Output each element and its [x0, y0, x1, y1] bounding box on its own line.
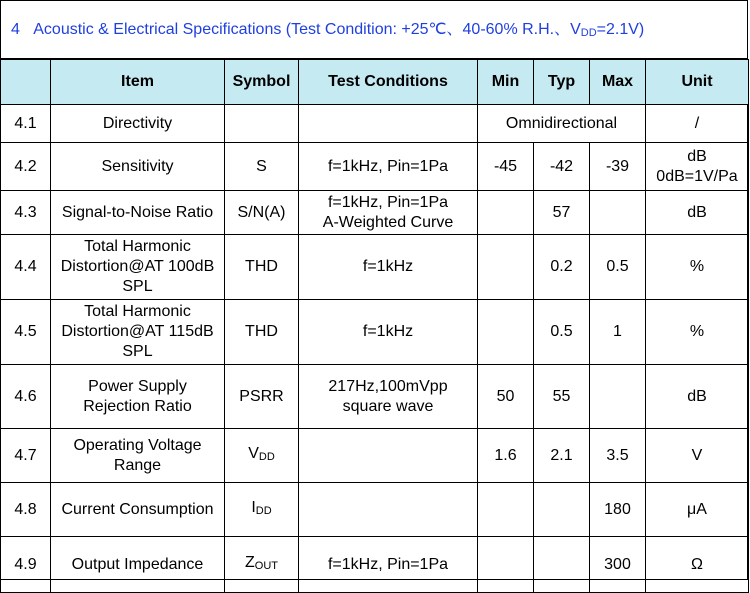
row-symbol: THD	[225, 300, 299, 365]
row-max	[590, 365, 646, 429]
row-typ: 55	[534, 365, 590, 429]
header-row	[1, 60, 749, 105]
symbol-main: V	[248, 445, 259, 462]
item-line1: Total Harmonic	[84, 238, 191, 255]
header-min: Min	[478, 60, 534, 105]
row-number: 4.2	[1, 143, 51, 191]
row-item	[51, 300, 225, 365]
row-symbol: PSRR	[225, 365, 299, 429]
row-number: 4.7	[1, 429, 51, 483]
row-symbol	[225, 429, 299, 483]
row-unit: /	[646, 105, 749, 143]
row-typ: 57	[534, 191, 590, 235]
item-line2: Distortion@AT 115dB	[61, 323, 214, 340]
row-symbol: THD	[225, 235, 299, 300]
unit-line1: dB	[687, 147, 707, 165]
item-line1: Power Supply	[88, 377, 187, 395]
row-unit: μA	[646, 483, 749, 537]
row-min	[478, 235, 534, 300]
header-max: Max	[590, 60, 646, 105]
table-row	[1, 429, 749, 483]
row-conditions: f=1kHz, Pin=1Pa	[299, 537, 478, 593]
table-row	[1, 105, 749, 143]
row-min: 1.6	[478, 429, 534, 483]
cond-line1: f=1kHz, Pin=1Pa	[327, 193, 449, 211]
symbol-sub: OUT	[254, 560, 278, 572]
row-conditions: f=1kHz, Pin=1Pa	[299, 143, 478, 191]
symbol-main: Z	[244, 554, 255, 571]
section-number: 4	[11, 21, 20, 38]
row-conditions	[299, 483, 478, 537]
row-conditions	[299, 429, 478, 483]
row-number: 4.6	[1, 365, 51, 429]
row-unit: %	[646, 300, 749, 365]
item-line2: Range	[113, 456, 162, 474]
row-max	[590, 191, 646, 235]
row-min: -45	[478, 143, 534, 191]
item-line3: SPL	[122, 278, 153, 295]
symbol-sub: DD	[258, 451, 275, 463]
header-item: Item	[51, 60, 225, 105]
row-unit: dB	[646, 191, 749, 235]
header-test-conditions: Test Conditions	[299, 60, 478, 105]
row-number: 4.3	[1, 191, 51, 235]
row-min	[478, 537, 534, 593]
item-line3: SPL	[122, 343, 153, 360]
section-title-text: Acoustic & Electrical Specifications (Test Condition: +25℃、40-60% R.H.、V	[33, 21, 581, 38]
cond-line2: square wave	[342, 397, 434, 415]
table-row	[1, 143, 749, 191]
symbol-main: I	[251, 499, 256, 516]
row-unit: %	[646, 235, 749, 300]
symbol-sub: DD	[255, 505, 272, 517]
row-max: 1	[590, 300, 646, 365]
row-max: 180	[590, 483, 646, 537]
row-typ-merged: Omnidirectional	[478, 105, 646, 143]
unit-line2: 0dB=1V/Pa	[656, 167, 738, 185]
cond-line2: A-Weighted Curve	[322, 213, 454, 231]
row-number: 4.4	[1, 235, 51, 300]
section-title-sub: DD	[580, 27, 597, 39]
row-unit: V	[646, 429, 749, 483]
row-conditions	[299, 105, 478, 143]
row-symbol	[225, 537, 299, 593]
item-line2: Rejection Ratio	[83, 397, 192, 415]
table-row	[1, 300, 749, 365]
row-typ	[534, 537, 590, 593]
row-symbol	[225, 483, 299, 537]
row-max: 0.5	[590, 235, 646, 300]
row-min	[478, 191, 534, 235]
row-unit	[646, 143, 749, 191]
row-typ: 0.5	[534, 300, 590, 365]
table-row	[1, 365, 749, 429]
row-item	[51, 235, 225, 300]
row-item: Current Consumption	[51, 483, 225, 537]
row-item: Sensitivity	[51, 143, 225, 191]
row-typ	[534, 483, 590, 537]
section-title	[1, 1, 747, 59]
row-number: 4.8	[1, 483, 51, 537]
row-max: -39	[590, 143, 646, 191]
row-number: 4.1	[1, 105, 51, 143]
row-conditions: f=1kHz	[299, 300, 478, 365]
row-conditions: f=1kHz	[299, 235, 478, 300]
table-row	[1, 191, 749, 235]
row-unit: dB	[646, 365, 749, 429]
item-line1: Operating Voltage	[73, 436, 202, 454]
row-number: 4.5	[1, 300, 51, 365]
row-min: 50	[478, 365, 534, 429]
row-symbol: S	[225, 143, 299, 191]
row-min	[478, 483, 534, 537]
row-max: 3.5	[590, 429, 646, 483]
row-item: Directivity	[51, 105, 225, 143]
row-min	[478, 300, 534, 365]
row-max: 300	[590, 537, 646, 593]
row-typ: 2.1	[534, 429, 590, 483]
table-row	[1, 537, 749, 593]
table-row	[1, 235, 749, 300]
row-conditions	[299, 365, 478, 429]
row-unit: Ω	[646, 537, 749, 593]
row-item	[51, 365, 225, 429]
row-symbol	[225, 105, 299, 143]
row-item: Output Impedance	[51, 537, 225, 593]
row-conditions	[299, 191, 478, 235]
item-line2: Distortion@AT 100dB	[60, 258, 215, 275]
row-typ: 0.2	[534, 235, 590, 300]
section-title-tail: =2.1V)	[596, 21, 645, 38]
header-no	[1, 60, 51, 105]
row-item	[51, 429, 225, 483]
row-item: Signal-to-Noise Ratio	[51, 191, 225, 235]
table-row	[1, 483, 749, 537]
spec-table	[0, 59, 749, 593]
row-symbol: S/N(A)	[225, 191, 299, 235]
header-symbol: Symbol	[225, 60, 299, 105]
row-typ: -42	[534, 143, 590, 191]
header-unit: Unit	[646, 60, 749, 105]
row-number: 4.9	[1, 537, 51, 593]
item-line1: Total Harmonic	[84, 303, 191, 320]
cond-line1: 217Hz,100mVpp	[328, 377, 448, 395]
header-typ: Typ	[534, 60, 590, 105]
